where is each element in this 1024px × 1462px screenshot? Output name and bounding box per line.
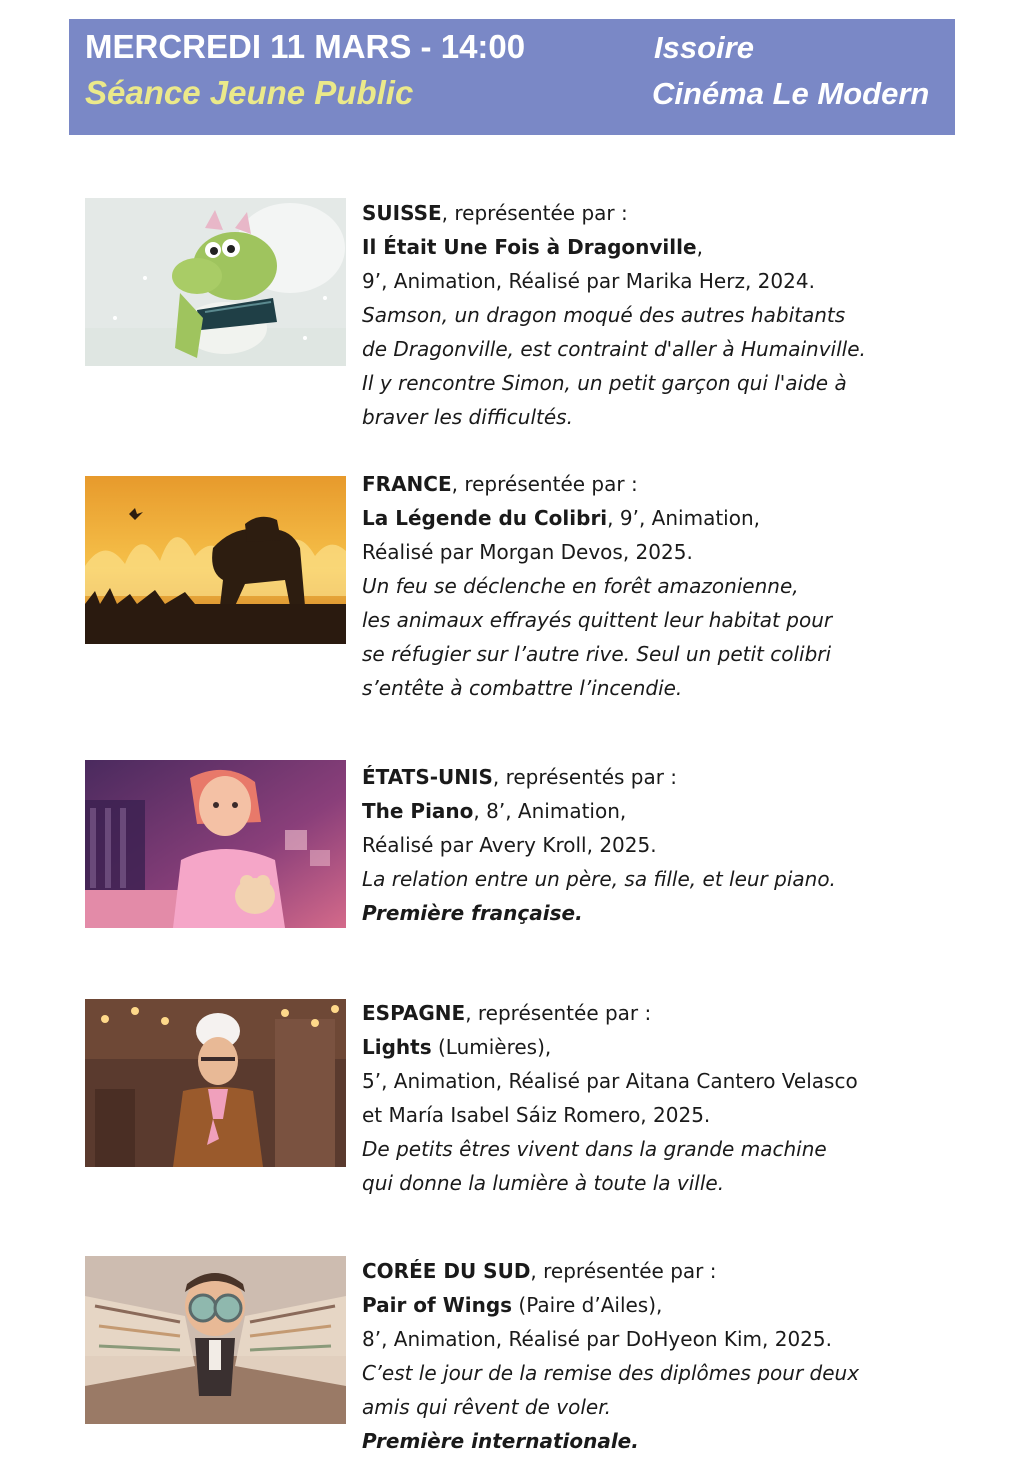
film-thumbnail [85,476,346,644]
session-subtitle: Séance Jeune Public [85,74,414,111]
film-details: 8’, Animation, Réalisé par DoHyeon Kim, 2025. [362,1327,832,1351]
film-synopsis-line: De petits êtres vivent dans la grande machine [362,1137,827,1161]
piano-girl-image [85,760,346,928]
film-title-suffix: , 8’, Animation, [473,799,627,823]
film-thumbnail [85,999,346,1167]
pair-of-wings-image [85,1256,346,1424]
film-synopsis-line: de Dragonville, est contraint d'aller à Humainville. [362,337,866,361]
film-title-suffix: (Lumières), [431,1035,552,1059]
lights-character-image [85,999,346,1167]
film-synopsis-line: Samson, un dragon moqué des autres habitants [362,303,846,327]
film-title: Lights [362,1035,432,1059]
film-synopsis-line: C’est le jour de la remise des diplômes pour deux [362,1361,860,1385]
film-synopsis-line: s’entête à combattre l’incendie. [362,676,683,700]
film-title-suffix: (Paire d’Ailes), [512,1293,663,1317]
film-details: et María Isabel Sáiz Romero, 2025. [362,1103,711,1127]
country-name: CORÉE DU SUD [362,1259,531,1283]
event-date-time: MERCREDI 11 MARS - 14:00 [85,28,526,65]
film-synopsis-line: se réfugier sur l’autre rive. Seul un petit colibri [362,642,832,666]
represented-by: , représentés par : [492,765,678,789]
country-name: SUISSE [362,201,442,225]
film-details: 9’, Animation, Réalisé par Marika Herz, 2024. [362,269,815,293]
film-description [362,996,992,1200]
film-title-suffix: , 9’, Animation, [607,506,760,530]
represented-by: , représentée par : [451,472,638,496]
film-description [362,1254,992,1458]
film-description [362,196,992,434]
film-details: Réalisé par Morgan Devos, 2025. [362,540,693,564]
dragon-image [85,198,346,366]
film-synopsis-line: Un feu se déclenche en forêt amazonienne, [362,574,799,598]
film-synopsis-line: amis qui rêvent de voler. [362,1395,611,1419]
film-title: Pair of Wings [362,1293,513,1317]
film-details: Réalisé par Avery Kroll, 2025. [362,833,657,857]
film-description [362,760,992,930]
country-name: ESPAGNE [362,1001,466,1025]
film-synopsis-line: qui donne la lumière à toute la ville. [362,1171,725,1195]
event-city: Issoire [654,30,754,65]
country-name: FRANCE [362,472,452,496]
represented-by: , représentée par : [530,1259,717,1283]
represented-by: , représentée par : [441,201,628,225]
film-synopsis-line: les animaux effrayés quittent leur habitat pour [362,608,833,632]
cinema-name: Cinéma Le Modern [652,76,930,111]
header-banner [69,19,955,135]
film-synopsis-line: braver les difficultés. [362,405,573,429]
film-title-suffix: , [696,235,703,259]
film-thumbnail [85,198,346,366]
represented-by: , représentée par : [465,1001,652,1025]
film-synopsis-line: La relation entre un père, sa fille, et leur piano. [362,867,836,891]
film-title: The Piano [362,799,474,823]
country-name: ÉTATS-UNIS [362,765,493,789]
film-thumbnail [85,1256,346,1424]
premiere-note: Première internationale. [362,1429,639,1453]
film-title: La Légende du Colibri [362,506,608,530]
forest-fire-image [85,476,346,644]
film-thumbnail [85,760,346,928]
film-synopsis-line: Il y rencontre Simon, un petit garçon qui l'aide à [362,371,847,395]
film-title: Il Était Une Fois à Dragonville [362,235,697,259]
film-details: 5’, Animation, Réalisé par Aitana Cantero Velasco [362,1069,858,1093]
premiere-note: Première française. [362,901,583,925]
film-description [362,467,992,705]
